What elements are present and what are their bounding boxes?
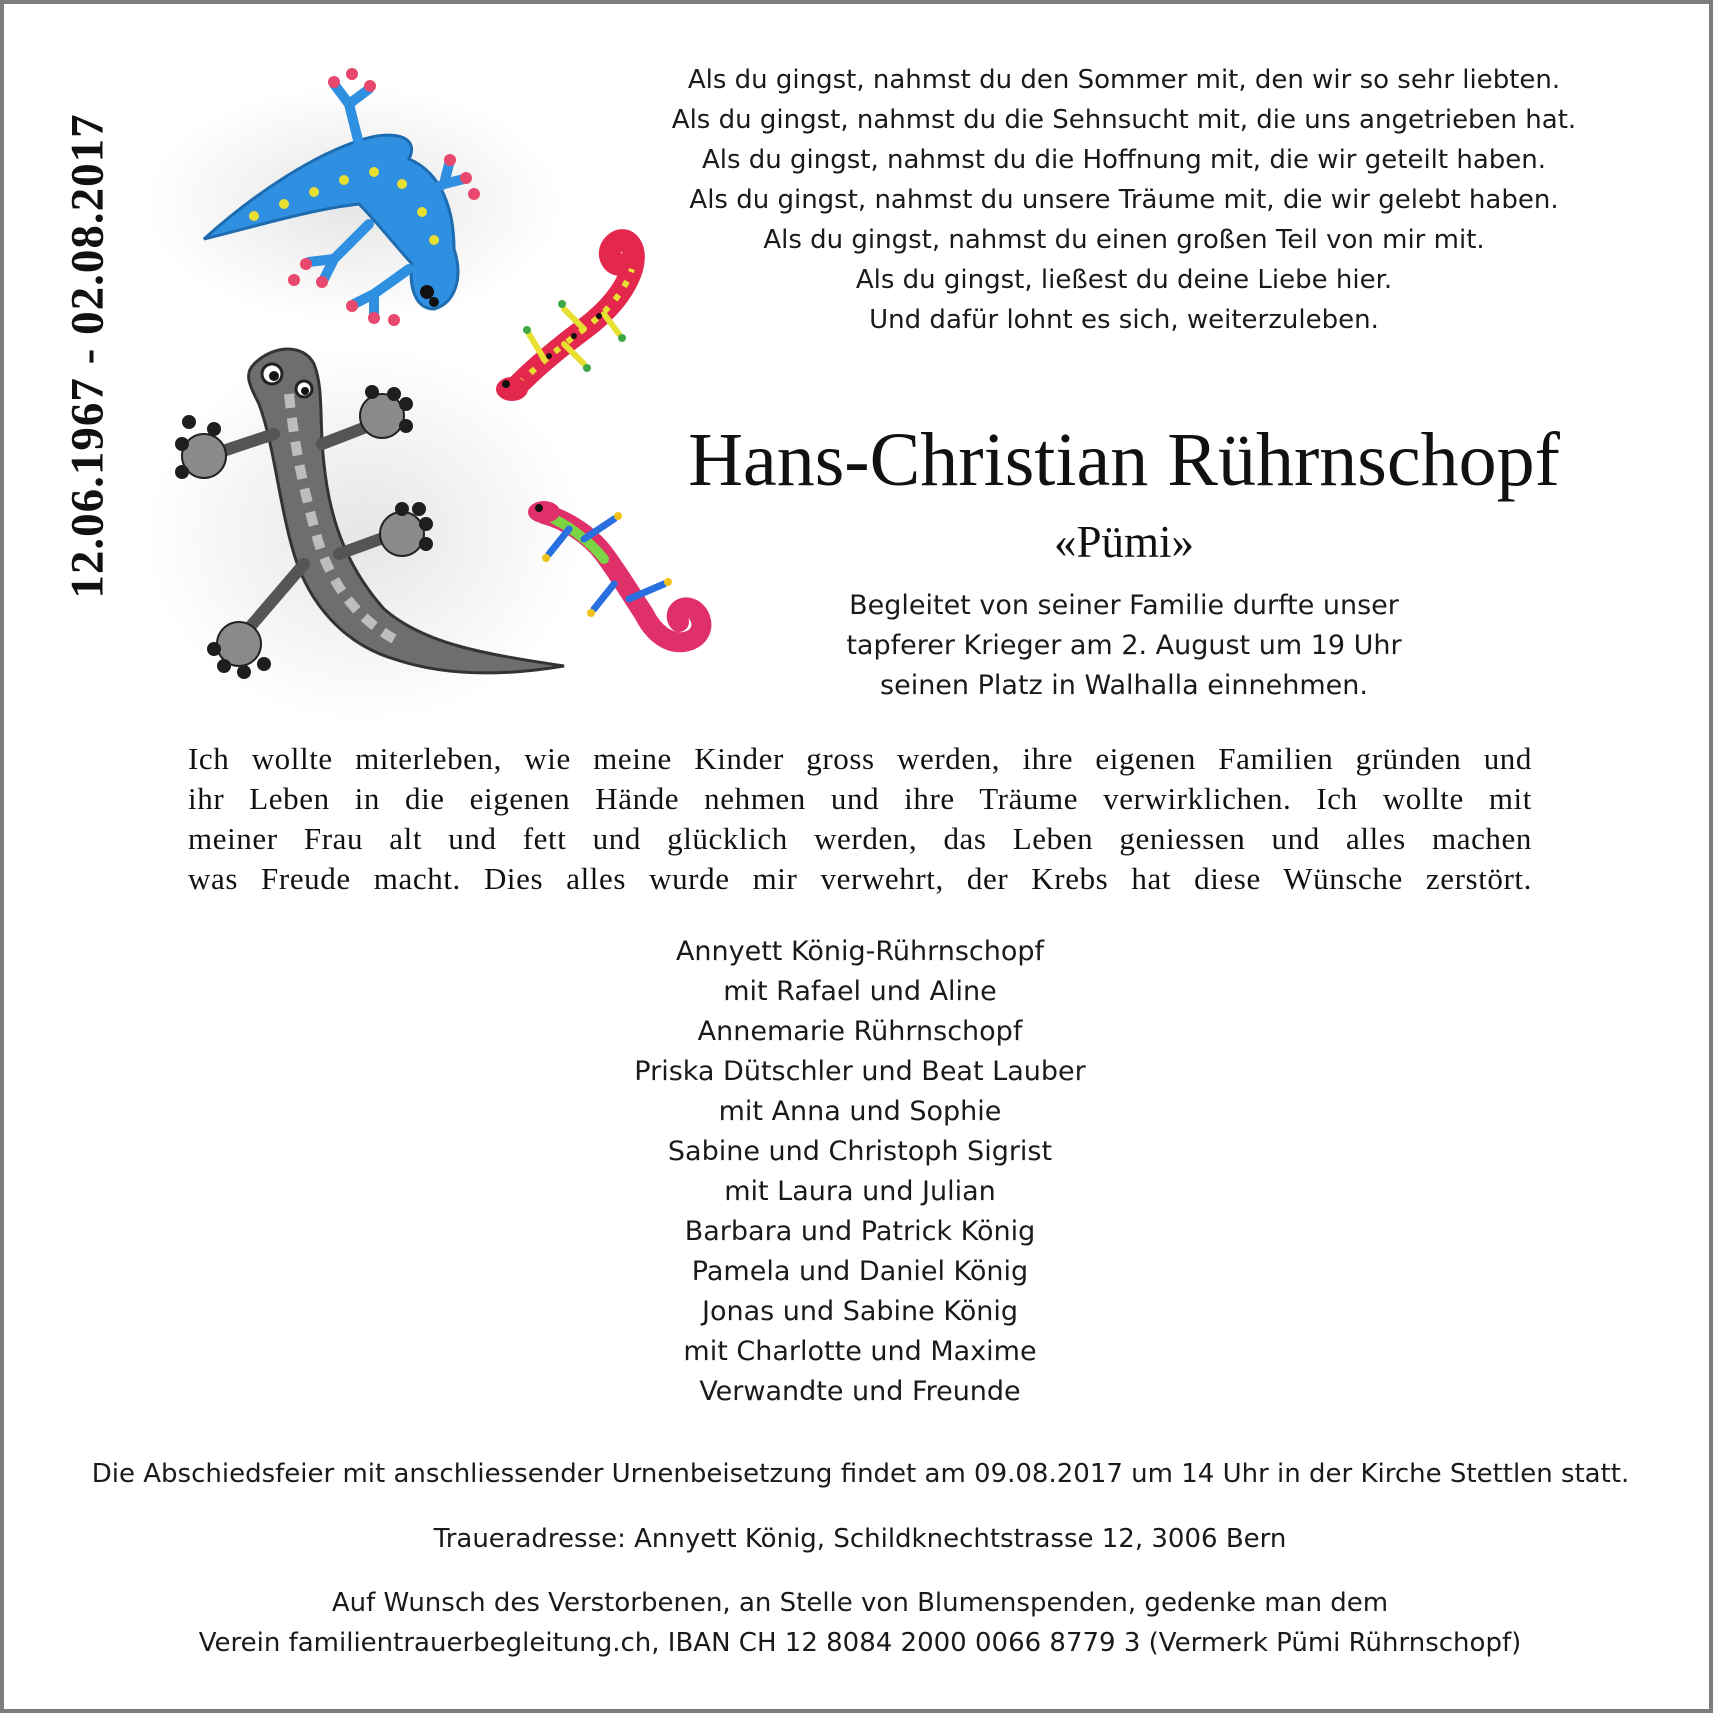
poem-line: Und dafür lohnt es sich, weiterzuleben. [869,305,1379,335]
mourner-line: mit Laura und Julian [724,1176,996,1207]
ceremony-notice: Die Abschiedsfeier mit anschliessender Urnenbeisetzung findet am 09.08.2017 um 14 Uhr in der Kirche Stettlen statt. [91,1459,1630,1489]
mourners-list [560,932,1160,1412]
deceased-name: Hans-Christian Rührnschopf [688,418,1560,502]
poem-line: Als du gingst, nahmst du die Sehnsucht mit, die uns angetrieben hat. [671,105,1577,135]
poem [644,60,1604,340]
mourner-line: Jonas und Sabine König [702,1296,1018,1327]
mourner-line: mit Rafael und Aline [723,976,997,1007]
quote-line: ihr Leben in die eigenen Hände nehmen und ihre Träume verwirklichen. Ich wollte mit [188,781,1532,816]
mourning-address: Traueradresse: Annyett König, Schildknechtstrasse 12, 3006 Bern [433,1524,1287,1554]
poem-line: Als du gingst, nahmst du einen großen Teil von mir mit. [763,225,1485,255]
poem-line: Als du gingst, ließest du deine Liebe hier. [855,265,1393,295]
announcement-line: Begleitet von seiner Familie durfte unser [849,590,1399,621]
mourner-line: Annemarie Rührnschopf [697,1016,1023,1047]
personal-quote [188,739,1532,899]
life-dates-text: 12.06.1967 - 02.08.2017 [62,113,114,599]
mourner-line: Barbara und Patrick König [684,1216,1036,1247]
mourner-line: mit Charlotte und Maxime [683,1336,1037,1367]
quote-line: meiner Frau alt und fett und glücklich werden, das Leben geniessen und alles machen [188,821,1532,856]
deceased-nickname: «Pümi» [1053,517,1195,567]
announcement-line: tapferer Krieger am 2. August um 19 Uhr [846,630,1402,661]
donation-line: Auf Wunsch des Verstorbenen, an Stelle von Blumenspenden, gedenke man dem [331,1588,1389,1618]
mourner-line: Sabine und Christoph Sigrist [667,1136,1053,1167]
donation-line: Verein familientrauerbegleitung.ch, IBAN CH 12 8084 2000 0066 8779 3 (Vermerk Pümi Rührnschopf) [198,1628,1522,1658]
mourner-line: mit Anna und Sophie [718,1096,1002,1127]
mourner-line: Pamela und Daniel König [691,1256,1029,1287]
donation-notice [160,1583,1560,1663]
quote-line: was Freude macht. Dies alles wurde mir verwehrt, der Krebs hat diese Wünsche zerstört. [188,861,1532,896]
life-dates [44,76,132,636]
blue-gecko-icon [144,68,564,326]
poem-line: Als du gingst, nahmst du den Sommer mit, den wir so sehr liebten. [687,65,1561,95]
grey-gecko-icon [144,344,584,724]
mourner-line: Annyett König-Rührnschopf [675,936,1045,967]
poem-line: Als du gingst, nahmst du die Hoffnung mit, die wir geteilt haben. [701,145,1547,175]
death-announcement [804,586,1444,706]
quote-line: Ich wollte miterleben, wie meine Kinder gross werden, ihre eigenen Familien gründen und [188,741,1532,776]
poem-line: Als du gingst, nahmst du unsere Träume mit, die wir gelebt haben. [689,185,1559,215]
announcement-line: seinen Platz in Walhalla einnehmen. [880,670,1368,701]
mourner-line: Priska Dütschler und Beat Lauber [634,1056,1086,1087]
mourner-line: Verwandte und Freunde [699,1376,1021,1407]
